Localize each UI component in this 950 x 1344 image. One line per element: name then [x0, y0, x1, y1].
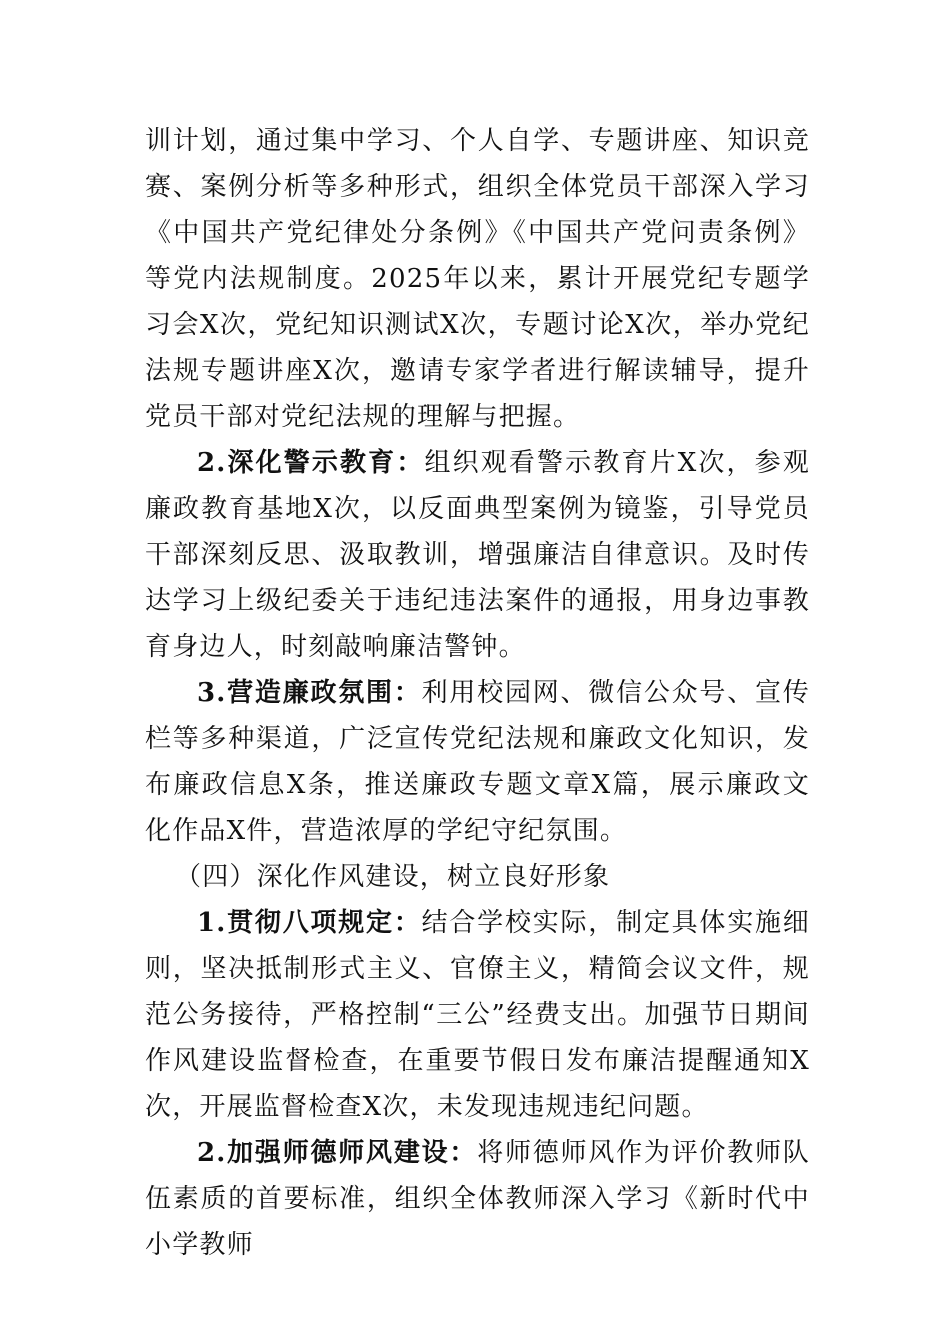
paragraph-text: 利用校园网、微信公众号、宣传栏等多种渠道，广泛宣传党纪法规和廉政文化知识，发布廉政信息X条，推送廉政专题文章X篇，展示廉政文化作品X件，营造浓厚的学纪守纪氛围。	[145, 678, 810, 846]
paragraph-lead: 2.深化警示教育：	[197, 448, 425, 478]
paragraph-integrity-atmosphere	[145, 670, 810, 854]
paragraph-text: 训计划，通过集中学习、个人自学、专题讲座、知识竞赛、案例分析等多种形式，组织全体党员干部深入学习《中国共产党纪律处分条例》《中国共产党问责条例》等党内法规制度。2025年以来，累计开展党纪专题学习会X次，党纪知识测试X次，专题讨论X次，举办党纪法规专题讲座X次，邀请专家学者进行解读辅导，提升党员干部对党纪法规的理解与把握。	[145, 126, 810, 432]
paragraph-text: 将师德师风作为评价教师队伍素质的首要标准，组织全体教师深入学习《新时代中小学教师	[145, 1138, 811, 1260]
paragraph-lead: 3.营造廉政氛围：	[197, 678, 422, 708]
paragraph-teacher-ethics	[145, 1130, 810, 1268]
document-body	[145, 118, 810, 1268]
paragraph-text: 结合学校实际，制定具体实施细则，坚决抵制形式主义、官僚主义，精简会议文件，规范公务接待，严格控制“三公”经费支出。加强节日期间作风建设监督检查，在重要节假日发布廉洁提醒通知X次，开展监督检查X次，未发现违规违纪问题。	[145, 908, 810, 1122]
section-heading: （四）深化作风建设，树立良好形象	[175, 862, 611, 892]
paragraph-warning-education	[145, 440, 810, 670]
paragraph-text: 组织观看警示教育片X次，参观廉政教育基地X次，以反面典型案例为镜鉴，引导党员干部深刻反思、汲取教训，增强廉洁自律意识。及时传达学习上级纪委关于违纪违法案件的通报，用身边事教育身边人，时刻敲响廉洁警钟。	[145, 448, 810, 662]
paragraph-eight-regulations	[145, 900, 810, 1130]
paragraph-lead: 1.贯彻八项规定：	[197, 908, 422, 938]
paragraph-training-plan	[145, 118, 810, 440]
paragraph-lead: 2.加强师德师风建设：	[197, 1138, 478, 1168]
